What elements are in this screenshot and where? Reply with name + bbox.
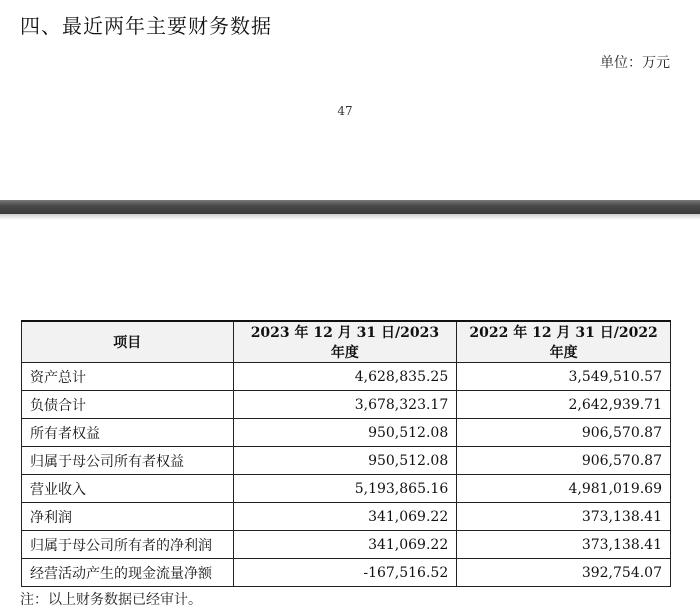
header-2022: 2022 年 12 月 31 日/2022 年度 [457,321,671,363]
row-value-2022: 2,642,939.71 [457,391,671,419]
row-item: 归属于母公司所有者权益 [22,447,234,475]
table-footnote: 注：以上财务数据已经审计。 [20,592,202,608]
table-row [22,559,671,587]
row-value-2022: 373,138.41 [457,531,671,559]
header-item: 项目 [22,321,234,363]
row-item: 归属于母公司所有者的净利润 [22,531,234,559]
table-row [22,363,671,391]
page-number: 47 [337,104,353,118]
header-2023: 2023 年 12 月 31 日/2023 年度 [233,321,457,363]
row-item: 营业收入 [22,475,234,503]
row-value-2022: 3,549,510.57 [457,363,671,391]
row-item: 经营活动产生的现金流量净额 [22,559,234,587]
row-value-2022: 392,754.07 [457,559,671,587]
table-row [22,475,671,503]
table-row [22,531,671,559]
table-row [22,391,671,419]
row-value-2023: 341,069.22 [233,503,457,531]
financial-data-table [21,320,671,587]
row-item: 净利润 [22,503,234,531]
row-item: 资产总计 [22,363,234,391]
row-value-2022: 906,570.87 [457,419,671,447]
row-value-2022: 373,138.41 [457,503,671,531]
row-value-2023: -167,516.52 [233,559,457,587]
page-separator [0,200,700,214]
row-value-2023: 3,678,323.17 [233,391,457,419]
row-value-2023: 950,512.08 [233,419,457,447]
table-row [22,503,671,531]
row-value-2022: 906,570.87 [457,447,671,475]
row-value-2023: 341,069.22 [233,531,457,559]
table-row [22,447,671,475]
row-value-2022: 4,981,019.69 [457,475,671,503]
row-item: 所有者权益 [22,419,234,447]
table-row [22,419,671,447]
section-title: 四、最近两年主要财务数据 [20,14,272,38]
table-header-row [22,321,671,363]
row-item: 负债合计 [22,391,234,419]
row-value-2023: 5,193,865.16 [233,475,457,503]
row-value-2023: 950,512.08 [233,447,457,475]
unit-label: 单位：万元 [600,55,670,71]
page-separator-shadow [0,214,700,220]
row-value-2023: 4,628,835.25 [233,363,457,391]
